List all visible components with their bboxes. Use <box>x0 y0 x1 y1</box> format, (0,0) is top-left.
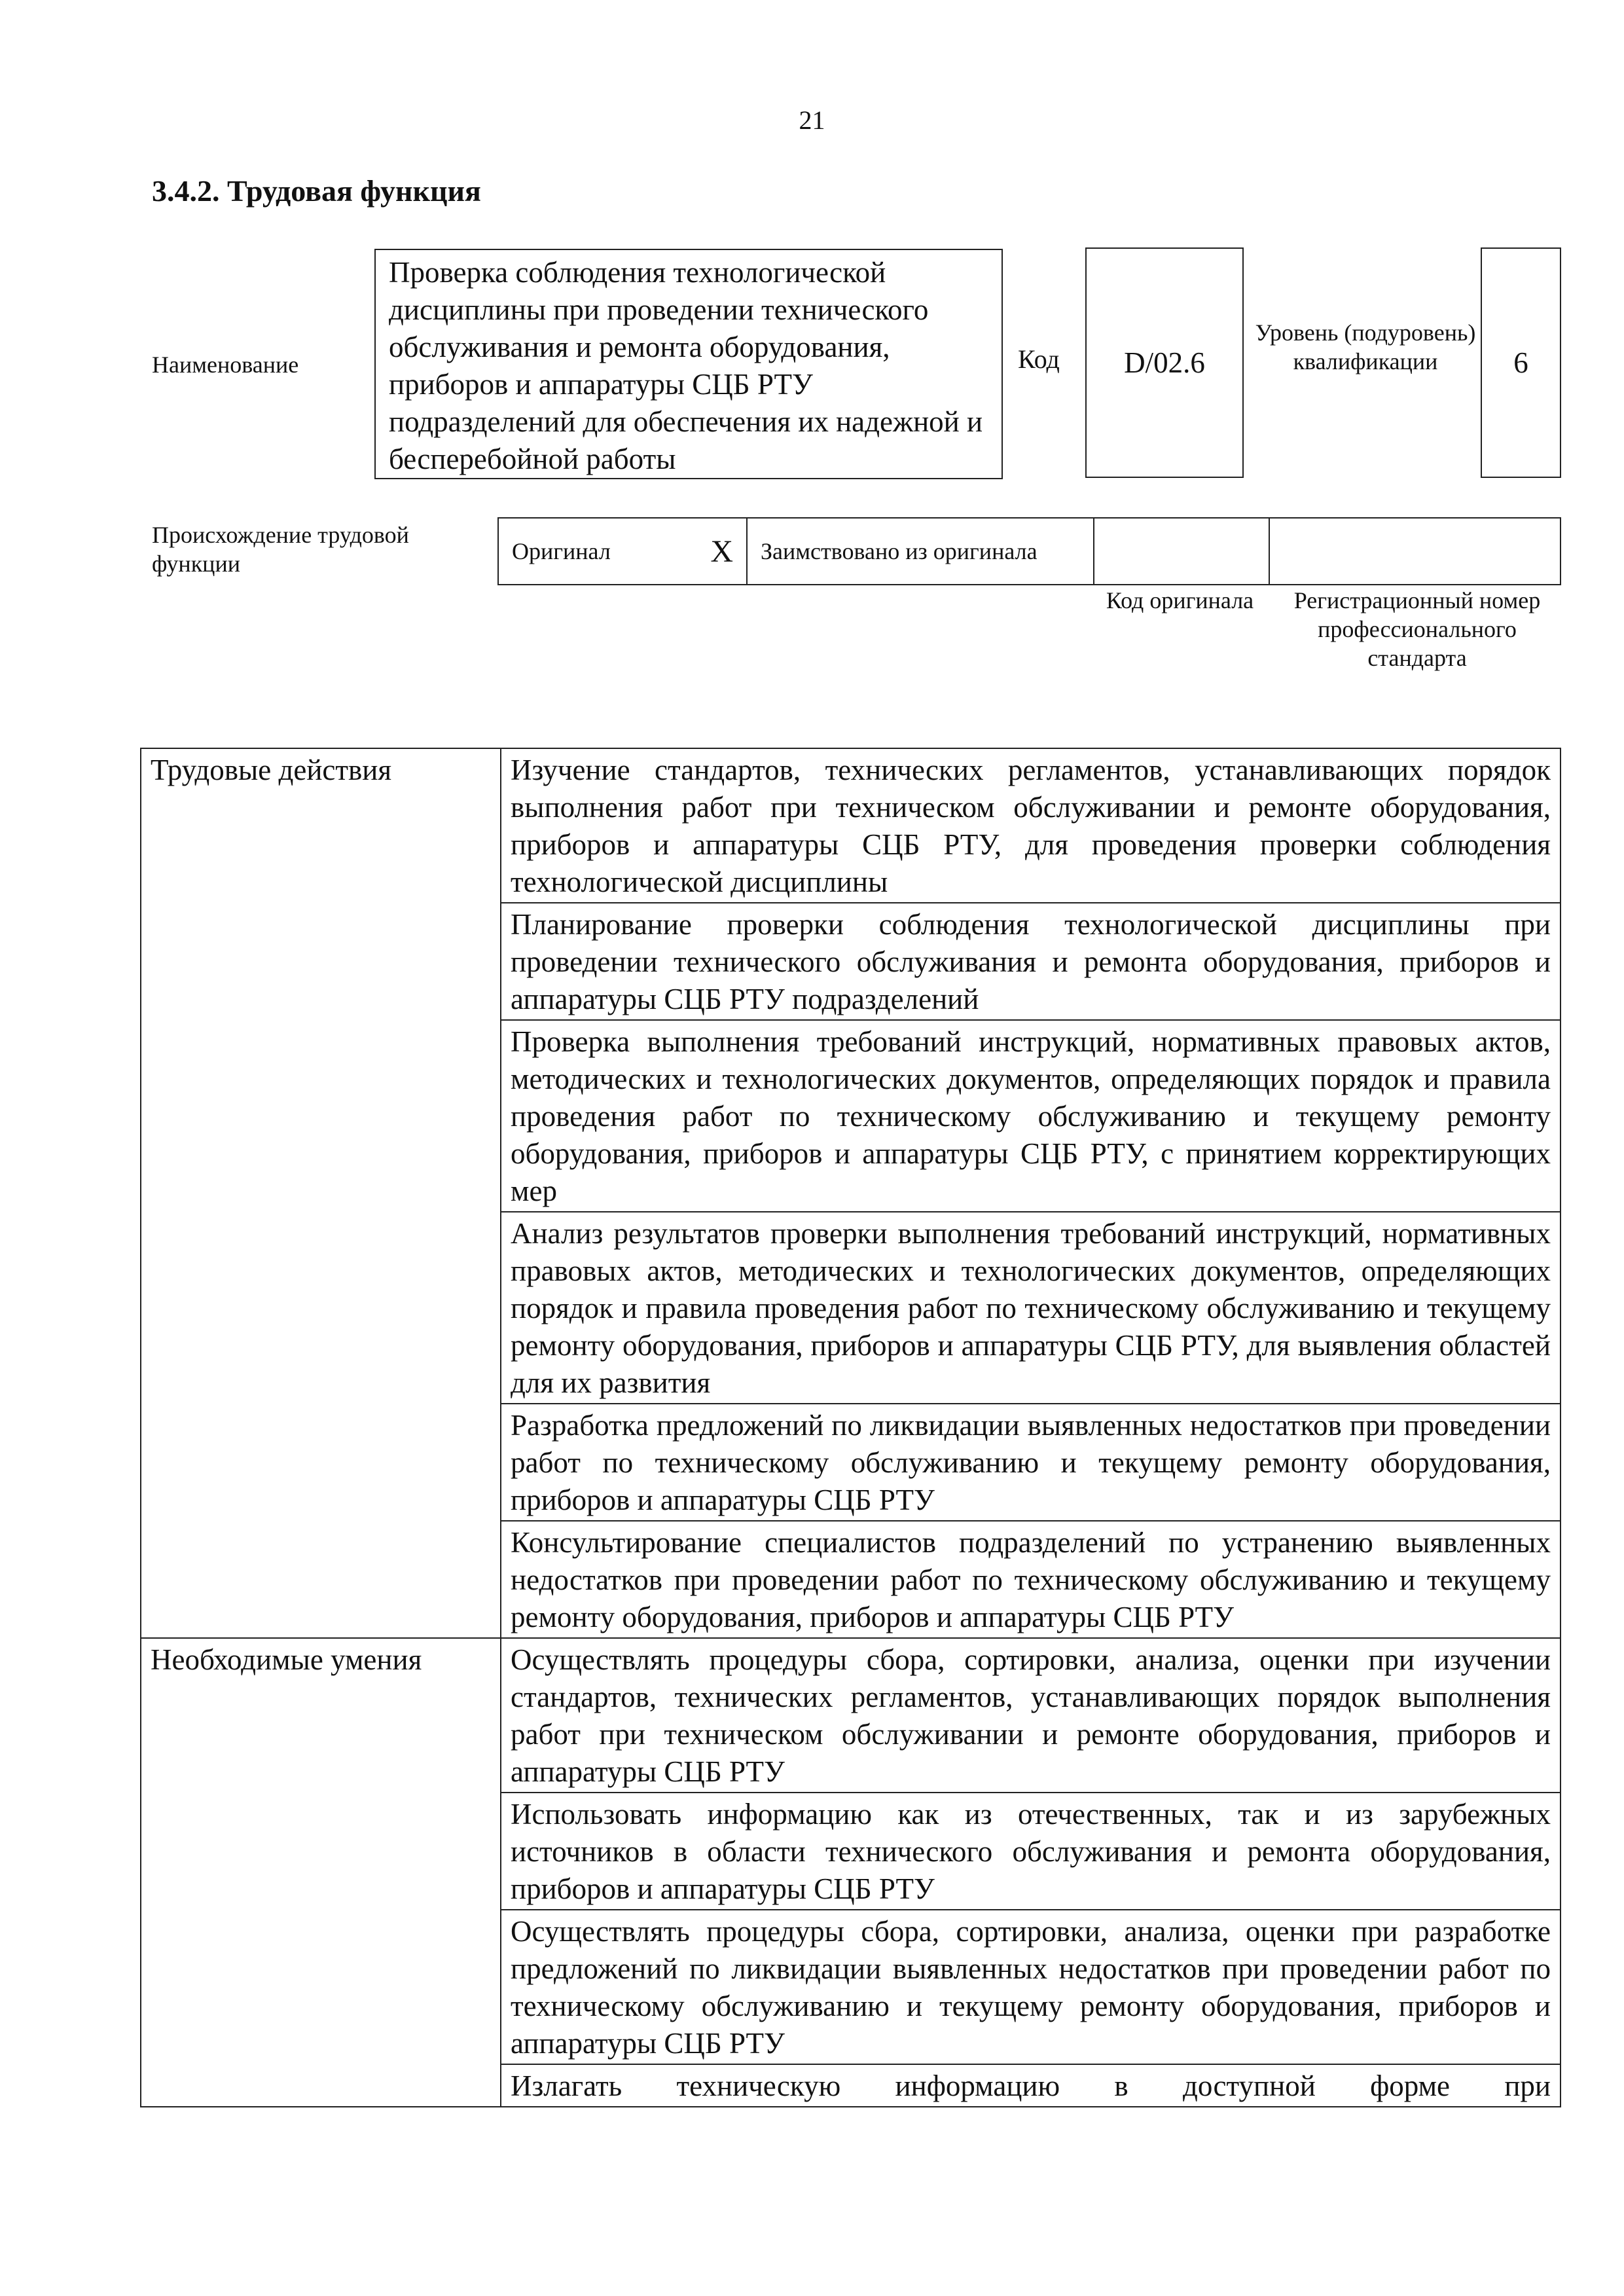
origin-code-cell <box>1094 519 1270 584</box>
reg-number-caption: Регистрационный номер профессионального стандарта <box>1293 587 1541 671</box>
skill-item: Осуществлять процедуры сбора, сортировки, анализа, оценки при изучении стандартов, технических регламентов, устанавливающих порядок выполнения работ при техническом обслуживании и ремонте оборудования, приборов и аппаратуры СЦБ РТУ <box>501 1638 1561 1793</box>
level-label: Уровень (подуровень) квалификации <box>1255 319 1476 374</box>
origin-row <box>497 517 1561 585</box>
origin-borrowed-cell <box>748 519 1094 584</box>
borrowed-label: Заимствовано из оригинала <box>761 538 1038 564</box>
original-mark: X <box>710 534 733 569</box>
level-value: 6 <box>1513 346 1528 379</box>
labor-action-item: Разработка предложений по ликвидации выявленных недостатков при проведении работ по техническому обслуживанию и текущему ремонту оборудования, приборов и аппаратуры СЦБ РТУ <box>501 1404 1561 1521</box>
code-original-caption: Код оригинала <box>1106 587 1254 613</box>
skill-item: Осуществлять процедуры сбора, сортировки, анализа, оценки при разработке предложений по ликвидации выявленных недостатков при проведении работ по техническому обслуживанию и текущему ремонту оборудования, приборов и аппаратуры СЦБ РТУ <box>501 1910 1561 2064</box>
code-value: D/02.6 <box>1124 346 1205 379</box>
table-row <box>141 1638 1561 1793</box>
name-label: Наименование <box>152 352 299 378</box>
labor-action-item: Планирование проверки соблюдения технологической дисциплины при проведении технического обслуживания и ремонта оборудования, приборов и аппаратуры СЦБ РТУ подразделений <box>501 903 1561 1020</box>
labor-action-item: Изучение стандартов, технических регламентов, устанавливающих порядок выполнения работ при техническом обслуживании и ремонте оборудования, приборов и аппаратуры СЦБ РТУ, для проведения проверки соблюдения технологической дисциплины <box>501 748 1561 903</box>
level-box <box>1481 247 1561 478</box>
labor-action-item: Проверка выполнения требований инструкций, нормативных правовых актов, методических и технологических документов, определяющих порядок и правила проведения работ по техническому обслуживанию и текущему ремонту оборудования, приборов и аппаратуры СЦБ РТУ, с принятием корректирующих мер <box>501 1020 1561 1212</box>
code-box <box>1085 247 1244 478</box>
origin-original-cell <box>499 519 748 584</box>
labor-action-item: Консультирование специалистов подразделений по устранению выявленных недостатков при проведении работ по техническому обслуживанию и текущему ремонту оборудования, приборов и аппаратуры СЦБ РТУ <box>501 1521 1561 1638</box>
page-number: 21 <box>799 105 825 135</box>
section-title: 3.4.2. Трудовая функция <box>152 174 481 208</box>
function-name-text: Проверка соблюдения технологической дисциплины при проведении технического обслуживания и ремонта оборудования, приборов и аппаратуры СЦБ РТУ подразделений для обеспечения их надежной и бесперебойной работы <box>389 256 983 475</box>
function-details-table <box>140 748 1561 2107</box>
origin-reg-number-cell <box>1270 519 1560 584</box>
table-row <box>141 748 1561 903</box>
labor-actions-label: Трудовые действия <box>141 748 501 1638</box>
skill-item: Излагать техническую информацию в доступной форме при <box>501 2064 1561 2107</box>
skill-item: Использовать информацию как из отечественных, так и из зарубежных источников в области технического обслуживания и ремонта оборудования, приборов и аппаратуры СЦБ РТУ <box>501 1793 1561 1910</box>
skills-label: Необходимые умения <box>141 1638 501 2107</box>
code-label: Код <box>1018 344 1060 374</box>
function-name-box <box>374 249 1003 479</box>
labor-action-item: Анализ результатов проверки выполнения требований инструкций, нормативных правовых актов, методических и технологических документов, определяющих порядок и правила проведения работ по техническому обслуживанию и текущему ремонту оборудования, приборов и аппаратуры СЦБ РТУ, для выявления областей для их развития <box>501 1212 1561 1404</box>
original-label: Оригинал <box>512 538 611 564</box>
origin-label: Происхождение трудовой функции <box>152 522 409 577</box>
